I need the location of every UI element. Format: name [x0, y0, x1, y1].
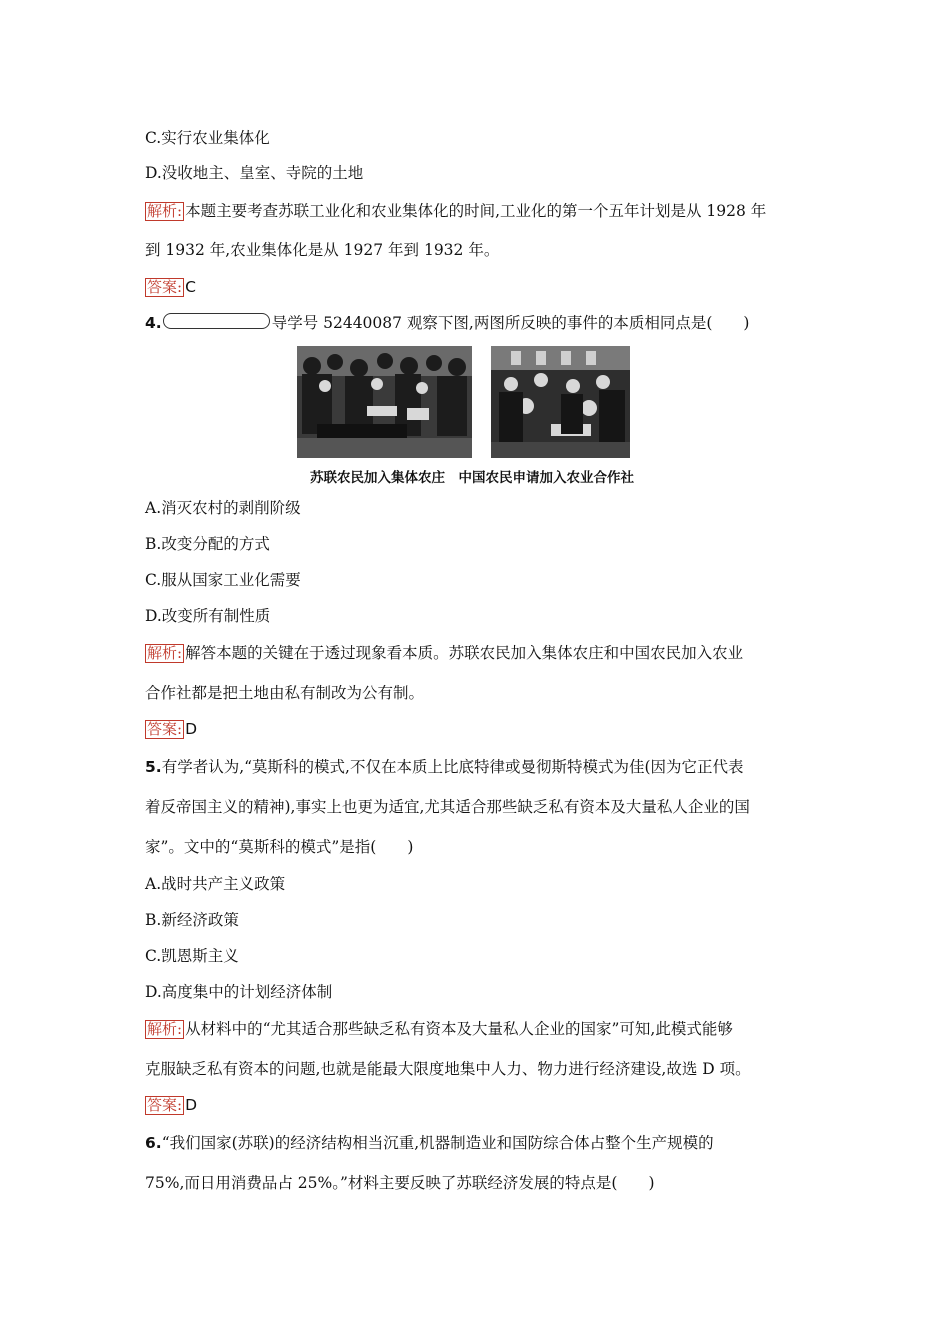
- q4-answer: D: [185, 720, 197, 738]
- q4-analysis-line-1: [145, 643, 743, 663]
- q5-option-a: A.战时共产主义政策: [145, 875, 286, 893]
- q3-answer-line: [145, 277, 196, 297]
- answer-tag: 答案:: [147, 720, 183, 738]
- q3-option-d: D.没收地主、皇室、寺院的土地: [145, 164, 364, 182]
- q6-stem-text-1: “我们国家(苏联)的经济结构相当沉重,机器制造业和国防综合体占整个生产规模的: [161, 1134, 714, 1152]
- q4-stem-text: 导学号 52440087 观察下图,两图所反映的事件的本质相同点是( ): [271, 314, 750, 332]
- q5-option-c: C.凯恩斯主义: [145, 947, 239, 965]
- q4-option-c: C.服从国家工业化需要: [145, 571, 301, 589]
- q4-option-d: D.改变所有制性质: [145, 607, 271, 625]
- photo-soviet-farmers-image: [297, 346, 472, 458]
- photo-chinese-farmers: [491, 346, 630, 458]
- q4-number: 4.: [145, 314, 162, 332]
- q3-analysis-text-1: 本题主要考查苏联工业化和农业集体化的时间,工业化的第一个五年计划是从 1928 年: [185, 202, 767, 220]
- q3-analysis-line-2: 到 1932 年,农业集体化是从 1927 年到 1932 年。: [145, 241, 500, 259]
- q4-stem: [145, 313, 749, 333]
- q5-answer-line: [145, 1095, 197, 1115]
- answer-tag: 答案:: [147, 278, 183, 296]
- photo-chinese-farmers-image: [491, 346, 630, 458]
- answer-tag: 答案:: [147, 1096, 183, 1114]
- q4-option-a: A.消灭农村的剥削阶级: [145, 499, 301, 517]
- photo-soviet-farmers: [297, 346, 472, 458]
- q5-analysis-line-1: [145, 1019, 733, 1039]
- figure-caption: 苏联农民加入集体农庄 中国农民申请加入农业合作社: [310, 470, 634, 486]
- q4-answer-line: [145, 719, 197, 739]
- q3-analysis-line-1: [145, 201, 766, 221]
- q3-answer: C: [185, 278, 196, 296]
- q5-option-d: D.高度集中的计划经济体制: [145, 983, 333, 1001]
- q6-number: 6.: [145, 1134, 162, 1152]
- q5-stem-text-1: 有学者认为,“莫斯科的模式,不仅在本质上比底特律或曼彻斯特模式为佳(因为它正代表: [161, 758, 744, 776]
- q4-option-b: B.改变分配的方式: [145, 535, 270, 553]
- q5-stem-line-3: 家”。文中的“莫斯科的模式”是指( ): [145, 838, 414, 856]
- q4-analysis-line-2: 合作社都是把土地由私有制改为公有制。: [145, 684, 425, 702]
- q5-answer: D: [185, 1096, 197, 1114]
- analysis-tag: 解析:: [147, 644, 183, 662]
- q5-analysis-text-1: 从材料中的“尤其适合那些缺乏私有资本及大量私人企业的国家”可知,此模式能够: [185, 1020, 733, 1038]
- analysis-tag: 解析:: [147, 202, 183, 220]
- q5-analysis-line-2: 克服缺乏私有资本的问题,也就是能最大限度地集中人力、物力进行经济建设,故选 D 项。: [145, 1060, 751, 1078]
- q5-option-b: B.新经济政策: [145, 911, 239, 929]
- q6-stem-line-1: [145, 1133, 714, 1153]
- analysis-tag: 解析:: [147, 1020, 183, 1038]
- q5-stem-line-1: [145, 757, 744, 777]
- guide-number-box: [163, 313, 270, 329]
- q4-analysis-text-1: 解答本题的关键在于透过现象看本质。苏联农民加入集体农庄和中国农民加入农业: [185, 644, 744, 662]
- q5-number: 5.: [145, 758, 162, 776]
- q3-option-c: C.实行农业集体化: [145, 129, 270, 147]
- q5-stem-line-2: 着反帝国主义的精神),事实上也更为适宜,尤其适合那些缺乏私有资本及大量私人企业的国: [145, 798, 750, 816]
- q6-stem-line-2: 75%,而日用消费品占 25%。”材料主要反映了苏联经济发展的特点是( ): [145, 1174, 655, 1192]
